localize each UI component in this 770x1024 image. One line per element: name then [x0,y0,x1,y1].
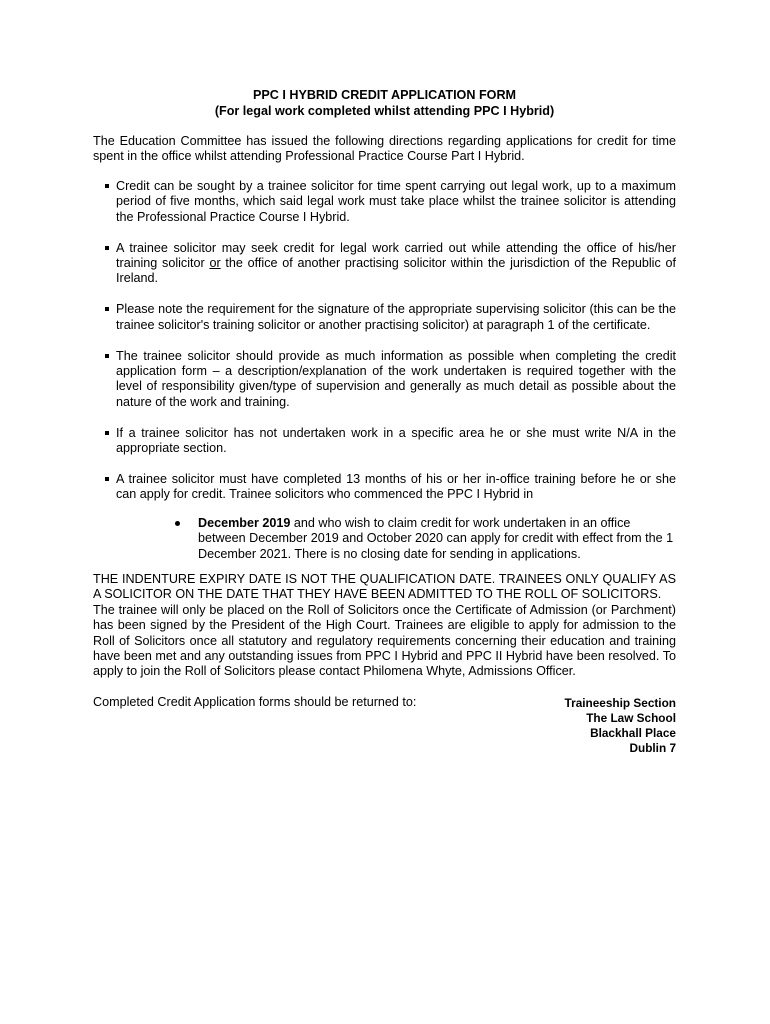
title-line-1: PPC I HYBRID CREDIT APPLICATION FORM [252,88,517,102]
sub-list [93,516,676,562]
direction-text: A trainee solicitor may seek credit for legal work carried out while attending the office of his/her training solicitor [116,240,676,270]
form-title [93,88,676,119]
return-instruction: Completed Credit Application forms should be returned to: [93,694,417,709]
direction-item [93,241,676,287]
direction-item [93,179,676,225]
direction-text: A trainee solicitor must have completed 13 months of his or her in-office training before he or she can apply for credit. Trainee solicitors who commenced the PPC I Hybrid in [116,472,676,502]
square-bullet-icon [105,307,109,311]
direction-text: Please note the requirement for the signature of the appropriate supervising solicitor (this can be the trainee solicitor's training solicitor or another practising solicitor) at paragraph 1 of the certificate. [116,302,676,332]
round-bullet-icon [175,521,180,526]
intro-paragraph: The Education Committee has issued the following directions regarding applications for credit for time spent in the office whilst attending Professional Practice Course Part I Hybrid. [93,134,676,164]
return-section [93,695,676,757]
sub-item-text: and who wish to claim credit for work undertaken in an office between December 2019 and October 2020 can apply for credit with effect from the 1 December 2021. There is no closing date for sending in applications. [198,515,674,561]
square-bullet-icon [105,477,109,481]
address-line: The Law School [586,711,676,726]
direction-text: the office of another practising solicitor within the jurisdiction of the Republic of Ireland. [116,255,676,286]
title-line-2: (For legal work completed whilst attending PPC I Hybrid) [214,103,555,118]
qualification-notice: THE INDENTURE EXPIRY DATE IS NOT THE QUALIFICATION DATE. TRAINEES ONLY QUALIFY AS A SOLICITOR ON THE DATE THAT THEY HAVE BEEN ADMITTED TO THE ROLL OF SOLICITORS. [93,572,676,602]
square-bullet-icon [105,246,109,250]
directions-list [93,179,676,503]
direction-item [93,426,676,457]
underlined-or: or [209,255,221,270]
address-line: Blackhall Place [590,726,676,741]
address-line: Traineeship Section [564,695,676,710]
sub-item-date: December 2019 [198,515,291,530]
sub-list-item [93,516,676,562]
direction-text: If a trainee solicitor has not undertaken work in a specific area he or she must write N/A in the appropriate section. [116,425,676,456]
direction-text: The trainee solicitor should provide as much information as possible when completing the credit application form – a description/explanation of the work undertaken is required together with the level of responsibility given/type of supervision and generally as much detail as possible about the nature of the work and training. [116,348,676,409]
roll-paragraph: The trainee will only be placed on the Roll of Solicitors once the Certificate of Admission (or Parchment) has been signed by the President of the High Court. Trainees are eligible to apply for admission to the Roll of Solicitors once all statutory and regulatory requirements concerning their education and training have been met and any outstanding issues from PPC I Hybrid and PPC II Hybrid have been resolved. To apply to join the Roll of Solicitors please contact Philomena Whyte, Admissions Officer. [93,602,676,679]
direction-item [93,472,676,503]
return-address [565,696,676,757]
square-bullet-icon [105,354,109,358]
direction-item [93,302,676,333]
direction-text: Credit can be sought by a trainee solicitor for time spent carrying out legal work, up to a maximum period of five months, which said legal work must take place whilst the trainee solicitor is attending the Professional Practice Course I Hybrid. [116,178,676,224]
document-body [93,88,676,757]
direction-item [93,349,676,411]
address-line: Dublin 7 [629,741,676,756]
square-bullet-icon [105,431,109,435]
square-bullet-icon [105,184,109,188]
